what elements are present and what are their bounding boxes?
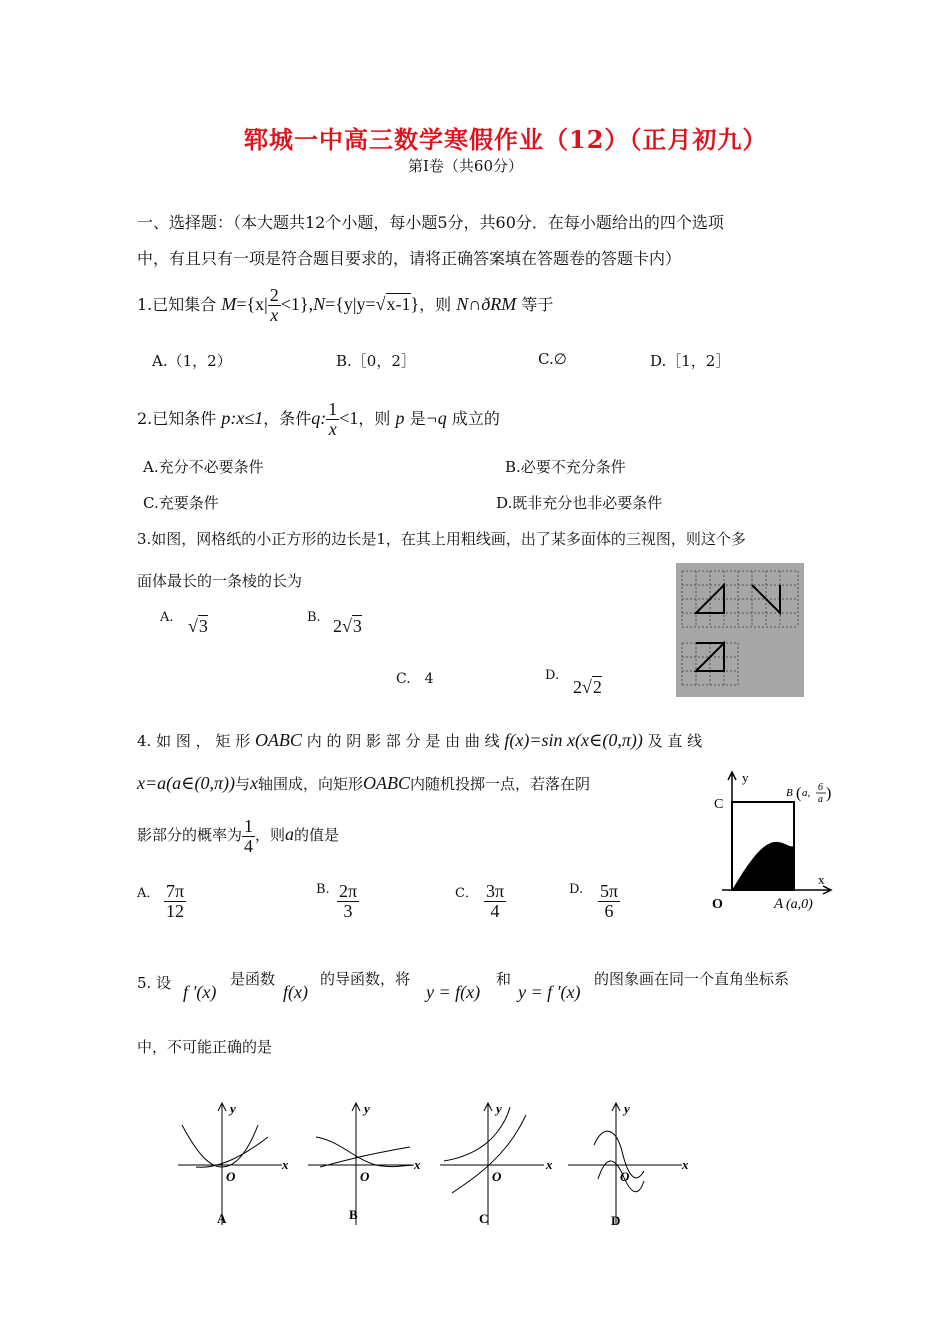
q2-option-a: A.充分不必要条件: [143, 458, 264, 476]
q5-a: 5. 设: [137, 974, 172, 992]
q5-a-y-label: y: [230, 1101, 236, 1116]
q5-d-x-label: x: [682, 1157, 689, 1172]
q2-mid: ，条件: [263, 409, 312, 428]
q4-line-eq: x=a(a∈(0,π)): [137, 773, 235, 793]
q5-a-x-label: x: [282, 1157, 289, 1172]
q4-x: x: [249, 773, 258, 793]
q5-graph-c-label: C: [479, 1211, 489, 1226]
q4-l3-a: 影部分的概率为: [137, 826, 243, 844]
q5-f: f(x): [283, 982, 308, 1002]
q5-b-y-label: y: [364, 1101, 370, 1116]
q1-set-right: ={y|y=: [325, 294, 376, 314]
q4-option-d-label: D.: [569, 882, 584, 897]
q5-fprime: f '(x): [183, 982, 217, 1002]
q5-b-x-label: x: [414, 1157, 421, 1172]
q4-fig-A-coord: (a,0): [786, 897, 813, 912]
q4-fig-B-a: a,: [802, 787, 811, 799]
q2-notq: ¬q: [425, 408, 447, 428]
q1-M: M: [221, 294, 237, 314]
q1-option-a: A.（1，2）: [152, 352, 232, 370]
q4-option-c-label: C．: [455, 886, 478, 901]
question-2: [137, 395, 500, 442]
q3-option-b-label: B.: [307, 610, 321, 625]
q2-is: 是: [409, 409, 426, 428]
q3-option-a-label: A.: [160, 610, 174, 625]
q2-frac-den: x: [328, 419, 337, 439]
q4-a: a: [285, 824, 295, 844]
q2-p2: p: [395, 408, 405, 428]
q4-option-d: [598, 882, 620, 921]
q3-option-d-coef: 2: [573, 677, 582, 697]
q4-line-3: [137, 810, 339, 859]
q5-c-y-label: y: [496, 1101, 502, 1116]
q3-option-b-val: 3: [352, 616, 362, 636]
q4-l2-b: 轴围成，向矩形: [257, 775, 363, 793]
q5-c-x-label: x: [546, 1157, 553, 1172]
section-line-2: 中，有且只有一项是符合题目要求的，请将正确答案填在答题卷的答题卡内）: [137, 249, 682, 268]
q5-a-curve-2: [196, 1137, 268, 1167]
q1-suffix: 等于: [521, 295, 554, 314]
q1-mid: ，则: [419, 295, 452, 314]
q4-line-1: [137, 725, 702, 756]
q2-suffix: 成立的: [451, 409, 500, 428]
q3-figure-bg: [676, 563, 804, 697]
q4-option-c: [484, 882, 506, 921]
q5-d: 和: [496, 970, 512, 988]
q3-three-view-figure: [676, 563, 804, 697]
q4-option-b-num: 2π: [339, 881, 358, 901]
q3-option-d-val: 2: [592, 677, 602, 697]
q5-line-2: 中，不可能正确的是: [137, 1038, 273, 1056]
section-line-1: 一、选择题：（本大题共12个小题，每小题5分，共60分．在每小题给出的四个选项: [137, 213, 724, 232]
q5-graph-a-label: A: [217, 1211, 227, 1226]
q2-q: q:: [311, 408, 327, 428]
q2-fraction: [326, 400, 339, 439]
q5-b-curve-2: [320, 1147, 410, 1167]
q2-mid2: ，则: [358, 409, 391, 428]
q4-OABC-2: OABC: [363, 773, 410, 793]
q2-option-c: C.充要条件: [143, 494, 219, 512]
q1-expr: N∩ðRM: [456, 294, 517, 314]
q3-line-2: 面体最长的一条棱的长为: [137, 572, 303, 590]
q4-line-2: [137, 768, 590, 799]
q5-y2: y = f '(x): [518, 982, 581, 1002]
q4-option-d-den: 6: [604, 900, 614, 921]
q5-e: 的图象画在同一个直角坐标系: [594, 970, 790, 988]
q3-option-a: √3: [188, 616, 208, 636]
q4-l1-b: 内 的 阴 影 部 分 是 由 曲 线: [306, 732, 500, 750]
q3-option-d-label: D.: [545, 668, 560, 683]
q4-OABC: OABC: [254, 730, 302, 750]
q4-l3-c: 的值是: [294, 826, 340, 844]
q5-y1: y = f(x): [426, 982, 481, 1002]
q4-l3-b: ，则: [255, 826, 286, 844]
q4-prob-num: 1: [244, 815, 254, 836]
q4-fig-B-num: 6: [818, 782, 823, 793]
q5-d-origin: O: [620, 1169, 630, 1184]
q5-b-curve-1: [316, 1137, 414, 1167]
q4-option-c-den: 4: [490, 900, 500, 921]
q4-prob-den: 4: [244, 835, 254, 856]
q4-rectangle-figure: [706, 768, 840, 918]
q1-N: N: [313, 294, 326, 314]
q5-graph-d-label: D: [611, 1213, 621, 1228]
q4-option-a-num: 7π: [166, 881, 185, 901]
q4-fig-y: y: [742, 770, 749, 785]
q5-graph-b-label: B: [349, 1207, 358, 1222]
q5-graph-a: [178, 1103, 282, 1225]
q1-prefix: 1.已知集合: [137, 295, 217, 314]
q2-lt: <1: [339, 408, 359, 428]
q4-option-c-num: 3π: [486, 881, 505, 901]
q2-frac-num: 1: [328, 399, 338, 420]
q4-fig-x: x: [818, 872, 825, 887]
q2-p: p:x≤1: [221, 408, 264, 428]
q1-close: }: [410, 294, 420, 314]
q1-radicand: x-1: [386, 294, 411, 314]
q4-option-a-label: A．: [137, 886, 160, 901]
q5-graph-d: [568, 1103, 682, 1225]
q4-fig-C: C: [714, 797, 724, 812]
q5-graph-c: [440, 1103, 544, 1225]
q4-fig-O: O: [712, 897, 723, 912]
q3-option-d: 2√2: [573, 677, 602, 697]
page-title: 郓城一中高三数学寒假作业（12）（正月初九）: [244, 125, 768, 154]
q1-lt1: <1},: [280, 294, 314, 314]
q3-option-c: C. 4: [396, 671, 434, 687]
q4-option-a: [164, 882, 186, 921]
q4-fig-A: A: [774, 896, 784, 912]
q4-fig-B-lparen: (: [796, 785, 802, 802]
q5-a-curve-1: [182, 1125, 258, 1167]
q4-option-b: [337, 882, 359, 921]
q1-sqrt-sign: √: [375, 294, 386, 314]
q4-prob-fraction: [242, 817, 255, 856]
q2-option-d: D.既非充分也非必要条件: [496, 494, 663, 512]
q5-graph-b: [308, 1103, 414, 1225]
q5-d-y-label: y: [624, 1101, 630, 1116]
q5-a-origin: O: [226, 1169, 236, 1184]
q4-fig-B-rparen: ): [826, 785, 832, 802]
q3-option-b-coef: 2: [333, 616, 342, 636]
q1-frac-num: 2: [269, 285, 279, 306]
q1-option-c: C.∅: [538, 350, 567, 368]
q1-frac-den: x: [270, 305, 279, 325]
q4-fig-B: B: [786, 787, 793, 799]
question-1: [137, 282, 553, 327]
q4-option-a-den: 12: [166, 900, 185, 921]
q4-fig-B-den: a: [818, 794, 823, 805]
q5-c: 的导函数，将: [320, 970, 411, 988]
q1-option-b: B.［0，2］: [336, 352, 416, 370]
q4-l2-c: 内随机投掷一点，若落在阴: [410, 775, 591, 793]
q4-option-d-num: 5π: [600, 881, 619, 901]
q1-fraction: [268, 286, 281, 325]
q3-option-a-val: 3: [198, 616, 208, 636]
q1-eq-left: ={x|: [236, 294, 268, 314]
q1-option-d: D.［1，2］: [650, 352, 731, 370]
q5-c-curve-2: [452, 1115, 526, 1193]
q4-l1-c: 及 直 线: [647, 732, 703, 750]
q3-option-b: 2√3: [333, 616, 362, 636]
q5-graphs: [170, 1095, 700, 1235]
q4-l1-a: 4. 如 图 ， 矩 形: [137, 732, 251, 750]
q5-line-1: [137, 968, 171, 998]
q2-prefix: 2.已知条件: [137, 409, 217, 428]
q4-option-b-label: B.: [316, 882, 330, 897]
q3-line-1: 3.如图，网格纸的小正方形的边长是1，在其上用粗线画，出了某多面体的三视图，则这个多: [137, 530, 746, 548]
q2-option-b: B.必要不充分条件: [505, 458, 626, 476]
q4-l2-a: 与: [234, 775, 250, 793]
q4-curve: f(x)=sin x(x∈(0,π)): [504, 730, 643, 750]
q4-option-b-den: 3: [343, 900, 353, 921]
q5-c-origin: O: [492, 1169, 502, 1184]
q5-b: 是函数: [230, 970, 276, 988]
page-subtitle: 第Ⅰ卷（共60分）: [408, 157, 524, 175]
q4-shaded-region: [732, 842, 794, 890]
q5-b-origin: O: [360, 1169, 370, 1184]
